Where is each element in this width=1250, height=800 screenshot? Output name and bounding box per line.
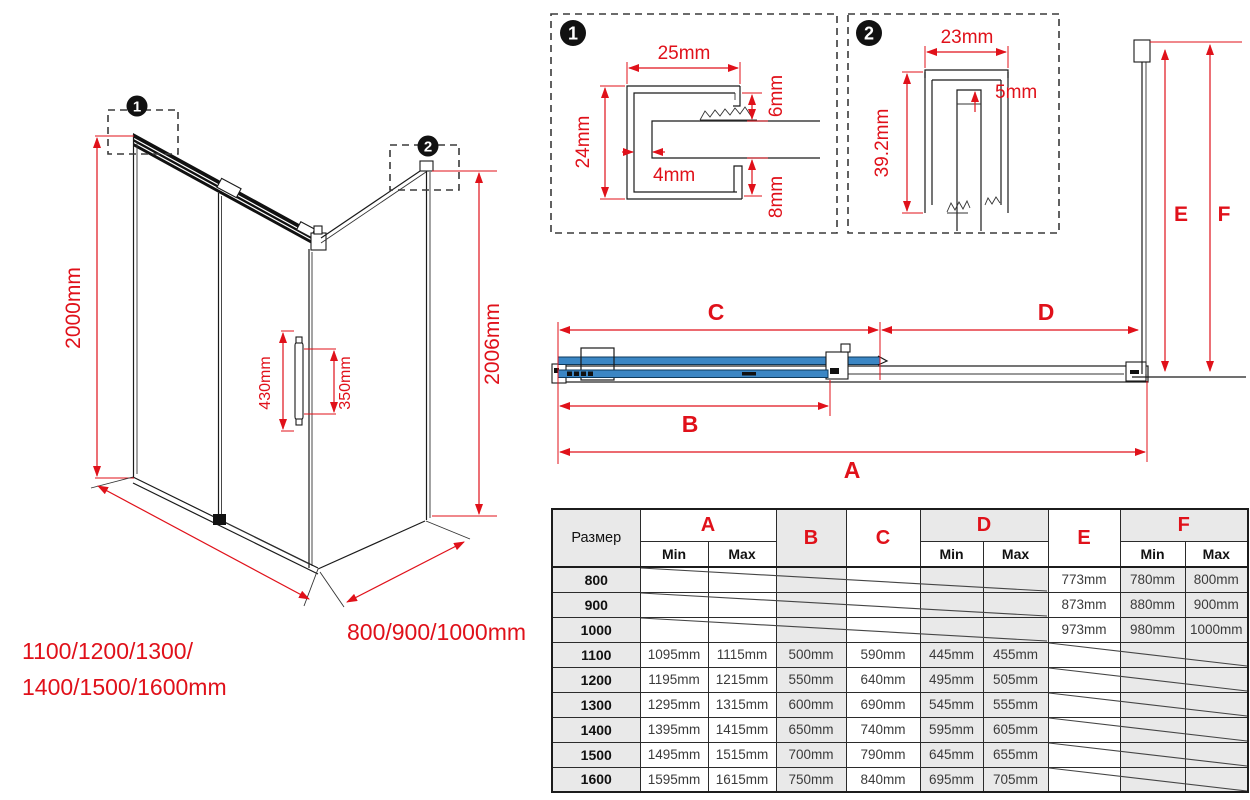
table-row (552, 642, 1248, 667)
width-range-label-line1: 1100/1200/1300/ (22, 638, 193, 664)
table-subheader-a-max: Max (708, 541, 776, 567)
table-row (552, 617, 1248, 642)
value-cell: 495mm (920, 667, 983, 692)
table-header-a: A (640, 509, 776, 541)
depth-range-label: 800/900/1000mm (347, 619, 527, 645)
detail-2 (848, 14, 1059, 233)
wall-profile-cap (1134, 40, 1150, 62)
value-cell: 445mm (920, 642, 983, 667)
detail-1-height-label: 24mm (573, 115, 594, 169)
detail-1-wall-label: 4mm (653, 165, 696, 186)
value-cell (1185, 642, 1248, 667)
detail-1-number: 1 (567, 23, 579, 44)
dim-a (560, 381, 1147, 483)
value-cell: 1295mm (640, 692, 708, 717)
height-right-dim-label: 2006mm (481, 303, 504, 385)
value-cell (776, 617, 846, 642)
table-row (552, 592, 1248, 617)
glass-panel-section (957, 90, 981, 231)
value-cell (1185, 717, 1248, 742)
value-cell: 1495mm (640, 742, 708, 767)
row-size-label: 1100 (552, 642, 640, 667)
table-header-size: Размер (552, 509, 640, 567)
row-size-label: 1600 (552, 767, 640, 792)
value-cell: 773mm (1048, 567, 1120, 592)
value-cell (1048, 667, 1120, 692)
value-cell: 545mm (920, 692, 983, 717)
row-size-label: 1000 (552, 617, 640, 642)
table-subheader-d-max: Max (983, 541, 1048, 567)
value-cell (1185, 767, 1248, 792)
value-cell: 690mm (846, 692, 920, 717)
value-cell (846, 567, 920, 592)
value-cell: 1395mm (640, 717, 708, 742)
detail-1 (551, 14, 837, 233)
dim-handle-430 (257, 331, 294, 431)
table-subheader-a-min: Min (640, 541, 708, 567)
value-cell (1120, 667, 1185, 692)
table-header-e: E (1048, 509, 1120, 567)
value-cell: 1615mm (708, 767, 776, 792)
detail-2-width-label: 23mm (940, 27, 994, 48)
value-cell: 800mm (1185, 567, 1248, 592)
value-cell: 550mm (776, 667, 846, 692)
value-cell: 1195mm (640, 667, 708, 692)
value-cell (1048, 717, 1120, 742)
value-cell (1120, 717, 1185, 742)
value-cell (846, 592, 920, 617)
value-cell: 645mm (920, 742, 983, 767)
seal-clip-icon (985, 197, 1000, 205)
fixed-glass-plan (558, 370, 828, 378)
value-cell (920, 617, 983, 642)
table-header-b: B (776, 509, 846, 567)
row-size-label: 1200 (552, 667, 640, 692)
handle-inner-dim-label: 350mm (337, 356, 354, 410)
dim-a-label: A (843, 457, 861, 483)
value-cell (1048, 692, 1120, 717)
value-cell (983, 617, 1048, 642)
value-cell (640, 617, 708, 642)
value-cell (1048, 767, 1120, 792)
dim-d-label: D (1037, 299, 1055, 325)
row-size-label: 1500 (552, 742, 640, 767)
table-row (552, 742, 1248, 767)
table-header-d: D (920, 509, 1048, 541)
value-cell (1048, 742, 1120, 767)
value-cell (846, 617, 920, 642)
value-cell (640, 592, 708, 617)
dim-width-range (22, 477, 318, 700)
dim-depth-range (320, 521, 526, 645)
value-cell (920, 567, 983, 592)
value-cell (1048, 642, 1120, 667)
value-cell: 973mm (1048, 617, 1120, 642)
detail-1-top-gap-label: 6mm (766, 74, 787, 118)
value-cell: 600mm (776, 692, 846, 717)
row-size-label: 1400 (552, 717, 640, 742)
detail-2-gap-label: 5mm (995, 82, 1038, 103)
dim-handle-350 (304, 349, 354, 414)
value-cell (1185, 742, 1248, 767)
detail-1-bottom-gap-label: 8mm (766, 175, 787, 219)
plan-view (552, 40, 1246, 483)
spec-table (551, 508, 1249, 793)
value-cell: 595mm (920, 717, 983, 742)
value-cell: 740mm (846, 717, 920, 742)
dim-e-label: E (1173, 203, 1189, 226)
value-cell (1185, 692, 1248, 717)
dim-height-right (432, 171, 504, 516)
value-cell: 1115mm (708, 642, 776, 667)
value-cell (983, 592, 1048, 617)
value-cell: 1215mm (708, 667, 776, 692)
value-cell: 780mm (1120, 567, 1185, 592)
value-cell: 790mm (846, 742, 920, 767)
table-row (552, 692, 1248, 717)
handle-drawing (295, 337, 303, 425)
value-cell (776, 567, 846, 592)
value-cell: 1000mm (1185, 617, 1248, 642)
value-cell (776, 592, 846, 617)
value-cell: 1515mm (708, 742, 776, 767)
width-range-label-line2: 1400/1500/1600mm (22, 674, 227, 700)
callout-1-number: 1 (132, 98, 142, 116)
table-header-c: C (846, 509, 920, 567)
table-row (552, 767, 1248, 792)
value-cell: 655mm (983, 742, 1048, 767)
dim-e (1165, 50, 1188, 371)
dim-c-label: C (707, 299, 725, 325)
dim-d (882, 299, 1138, 330)
value-cell (1120, 692, 1185, 717)
door-bottom-guide (213, 514, 226, 525)
dim-f-label: F (1217, 203, 1231, 226)
glass-panel-section (652, 121, 820, 158)
seal-clip-icon (947, 201, 970, 212)
value-cell (708, 592, 776, 617)
table-row (552, 567, 1248, 592)
seal-clip-icon (700, 107, 751, 120)
row-size-label: 1300 (552, 692, 640, 717)
value-cell: 840mm (846, 767, 920, 792)
value-cell: 980mm (1120, 617, 1185, 642)
value-cell: 1315mm (708, 692, 776, 717)
value-cell (1120, 742, 1185, 767)
value-cell (983, 567, 1048, 592)
value-cell: 605mm (983, 717, 1048, 742)
detail-2-height-label: 39.2mm (872, 108, 893, 178)
value-cell: 700mm (776, 742, 846, 767)
table-subheader-d-min: Min (920, 541, 983, 567)
height-left-dim-label: 2000mm (62, 267, 85, 349)
detail-2-dims (872, 27, 1037, 213)
value-cell: 650mm (776, 717, 846, 742)
row-size-label: 900 (552, 592, 640, 617)
value-cell (708, 617, 776, 642)
value-cell: 880mm (1120, 592, 1185, 617)
value-cell: 695mm (920, 767, 983, 792)
table-row (552, 667, 1248, 692)
value-cell: 1595mm (640, 767, 708, 792)
value-cell: 500mm (776, 642, 846, 667)
dim-b-label: B (681, 411, 699, 437)
table-header-f: F (1120, 509, 1248, 541)
value-cell: 555mm (983, 692, 1048, 717)
value-cell: 873mm (1048, 592, 1120, 617)
value-cell: 750mm (776, 767, 846, 792)
value-cell: 455mm (983, 642, 1048, 667)
dim-b (560, 380, 830, 437)
table-row (552, 717, 1248, 742)
table-subheader-f-min: Min (1120, 541, 1185, 567)
handle-height-dim-label: 430mm (257, 356, 274, 410)
size-table (551, 508, 1247, 791)
value-cell: 1095mm (640, 642, 708, 667)
callout-2-number: 2 (423, 138, 433, 156)
value-cell (1185, 667, 1248, 692)
detail-2-number: 2 (863, 23, 875, 44)
table-subheader-f-max: Max (1185, 541, 1248, 567)
value-cell: 590mm (846, 642, 920, 667)
value-cell (920, 592, 983, 617)
detail-1-width-label: 25mm (657, 43, 711, 64)
value-cell: 1415mm (708, 717, 776, 742)
isometric-view (22, 96, 526, 701)
value-cell: 640mm (846, 667, 920, 692)
dim-height-left (62, 136, 134, 478)
side-wall-drawing (318, 161, 433, 569)
value-cell: 705mm (983, 767, 1048, 792)
row-size-label: 800 (552, 567, 640, 592)
value-cell: 505mm (983, 667, 1048, 692)
wall-profile-cap (420, 161, 433, 171)
value-cell: 900mm (1185, 592, 1248, 617)
value-cell (1120, 642, 1185, 667)
value-cell (1120, 767, 1185, 792)
value-cell (708, 567, 776, 592)
dim-f (1150, 42, 1242, 371)
value-cell (640, 567, 708, 592)
roller-block (826, 352, 848, 379)
door-handle (295, 342, 303, 420)
